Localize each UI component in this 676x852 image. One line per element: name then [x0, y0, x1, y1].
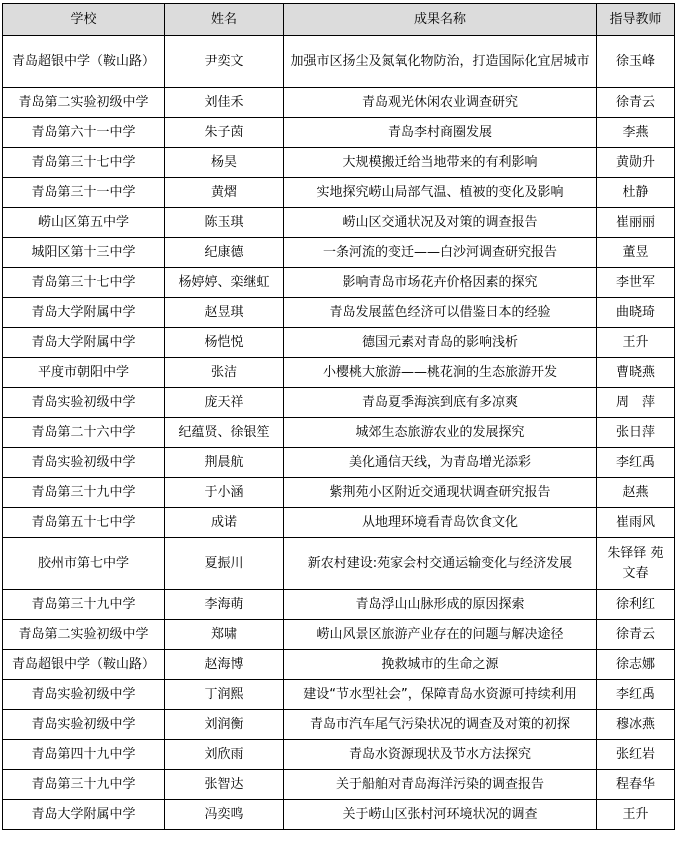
table-row	[3, 538, 675, 590]
cell-name: 黄熠	[165, 178, 284, 208]
cell-school: 青岛实验初级中学	[3, 388, 165, 418]
cell-name: 陈玉琪	[165, 208, 284, 238]
cell-name: 丁润熙	[165, 680, 284, 710]
cell-name: 赵昱琪	[165, 298, 284, 328]
cell-title: 德国元素对青岛的影响浅析	[284, 328, 597, 358]
cell-title: 一条河流的变迁——白沙河调查研究报告	[284, 238, 597, 268]
table-row	[3, 268, 675, 298]
cell-teacher: 王升	[597, 328, 675, 358]
cell-teacher: 曲晓琦	[597, 298, 675, 328]
cell-teacher: 崔雨风	[597, 508, 675, 538]
cell-title: 青岛水资源现状及节水方法探究	[284, 740, 597, 770]
table-body	[3, 36, 675, 830]
cell-teacher: 赵燕	[597, 478, 675, 508]
cell-title: 青岛李村商圈发展	[284, 118, 597, 148]
cell-title: 青岛观光休闲农业调查研究	[284, 88, 597, 118]
header-title: 成果名称	[284, 4, 597, 36]
header-school: 学校	[3, 4, 165, 36]
table-row	[3, 36, 675, 88]
cell-name: 尹奕文	[165, 36, 284, 88]
cell-school: 青岛第五十七中学	[3, 508, 165, 538]
cell-teacher: 李红禹	[597, 680, 675, 710]
cell-teacher: 董昱	[597, 238, 675, 268]
cell-school: 青岛实验初级中学	[3, 680, 165, 710]
cell-name: 李海萌	[165, 590, 284, 620]
table-row	[3, 238, 675, 268]
cell-title: 紫荆苑小区附近交通现状调查研究报告	[284, 478, 597, 508]
table-row	[3, 680, 675, 710]
cell-title: 大规模搬迁给当地带来的有利影响	[284, 148, 597, 178]
cell-school: 青岛实验初级中学	[3, 710, 165, 740]
cell-school: 青岛第二十六中学	[3, 418, 165, 448]
header-row	[3, 4, 675, 36]
cell-teacher: 徐青云	[597, 88, 675, 118]
cell-teacher: 徐青云	[597, 620, 675, 650]
table-row	[3, 328, 675, 358]
cell-name: 于小涵	[165, 478, 284, 508]
table-row	[3, 118, 675, 148]
cell-title: 加强市区扬尘及氮氧化物防治，打造国际化宜居城市	[284, 36, 597, 88]
cell-name: 纪蕴贤、徐银笙	[165, 418, 284, 448]
table-row	[3, 650, 675, 680]
cell-name: 朱子茵	[165, 118, 284, 148]
table-row	[3, 418, 675, 448]
cell-title: 小樱桃大旅游——桃花涧的生态旅游开发	[284, 358, 597, 388]
table-row	[3, 508, 675, 538]
cell-title: 青岛夏季海滨到底有多凉爽	[284, 388, 597, 418]
cell-title: 从地理环境看青岛饮食文化	[284, 508, 597, 538]
cell-teacher: 穆冰燕	[597, 710, 675, 740]
cell-name: 夏振川	[165, 538, 284, 590]
table-row	[3, 740, 675, 770]
cell-teacher: 李燕	[597, 118, 675, 148]
awards-table	[2, 3, 675, 830]
cell-name: 庞天祥	[165, 388, 284, 418]
header-name: 姓名	[165, 4, 284, 36]
table-row	[3, 478, 675, 508]
cell-teacher: 曹晓燕	[597, 358, 675, 388]
table-row	[3, 800, 675, 830]
cell-title: 实地探究崂山局部气温、植被的变化及影响	[284, 178, 597, 208]
cell-name: 赵海博	[165, 650, 284, 680]
cell-name: 杨婷婷、栾继虹	[165, 268, 284, 298]
cell-title: 关于崂山区张村河环境状况的调查	[284, 800, 597, 830]
table-row	[3, 208, 675, 238]
cell-name: 杨昊	[165, 148, 284, 178]
cell-school: 青岛大学附属中学	[3, 800, 165, 830]
cell-school: 城阳区第十三中学	[3, 238, 165, 268]
cell-school: 青岛第二实验初级中学	[3, 88, 165, 118]
cell-title: 青岛浮山山脉形成的原因探索	[284, 590, 597, 620]
cell-name: 成诺	[165, 508, 284, 538]
cell-teacher: 程春华	[597, 770, 675, 800]
cell-name: 杨恺悦	[165, 328, 284, 358]
cell-name: 张智达	[165, 770, 284, 800]
cell-title: 挽救城市的生命之源	[284, 650, 597, 680]
cell-teacher: 徐玉峰	[597, 36, 675, 88]
cell-title: 青岛发展蓝色经济可以借鉴日本的经验	[284, 298, 597, 328]
cell-name: 郑啸	[165, 620, 284, 650]
header-teacher: 指导教师	[597, 4, 675, 36]
cell-title: 美化通信天线，为青岛增光添彩	[284, 448, 597, 478]
cell-title: 关于船舶对青岛海洋污染的调查报告	[284, 770, 597, 800]
cell-teacher: 李红禹	[597, 448, 675, 478]
cell-title: 影响青岛市场花卉价格因素的探究	[284, 268, 597, 298]
table-row	[3, 448, 675, 478]
cell-school: 胶州市第七中学	[3, 538, 165, 590]
cell-teacher: 崔丽丽	[597, 208, 675, 238]
cell-school: 崂山区第五中学	[3, 208, 165, 238]
cell-school: 青岛第三十一中学	[3, 178, 165, 208]
cell-school: 青岛第四十九中学	[3, 740, 165, 770]
cell-teacher: 李世军	[597, 268, 675, 298]
cell-name: 张洁	[165, 358, 284, 388]
table-row	[3, 298, 675, 328]
cell-name: 冯奕鸣	[165, 800, 284, 830]
cell-title: 崂山区交通状况及对策的调查报告	[284, 208, 597, 238]
table-row	[3, 178, 675, 208]
table-row	[3, 388, 675, 418]
table-row	[3, 710, 675, 740]
cell-school: 青岛超银中学（鞍山路）	[3, 36, 165, 88]
cell-school: 青岛大学附属中学	[3, 298, 165, 328]
cell-teacher: 王升	[597, 800, 675, 830]
cell-title: 新农村建设:苑家会村交通运输变化与经济发展	[284, 538, 597, 590]
cell-school: 青岛第三十七中学	[3, 268, 165, 298]
cell-school: 青岛第三十九中学	[3, 590, 165, 620]
cell-school: 青岛大学附属中学	[3, 328, 165, 358]
cell-teacher: 周 萍	[597, 388, 675, 418]
cell-name: 刘欣雨	[165, 740, 284, 770]
cell-school: 青岛超银中学（鞍山路）	[3, 650, 165, 680]
table-row	[3, 148, 675, 178]
cell-school: 青岛第二实验初级中学	[3, 620, 165, 650]
table-row	[3, 88, 675, 118]
cell-teacher: 徐志娜	[597, 650, 675, 680]
cell-title: 城郊生态旅游农业的发展探究	[284, 418, 597, 448]
cell-school: 青岛第三十七中学	[3, 148, 165, 178]
cell-school: 平度市朝阳中学	[3, 358, 165, 388]
cell-title: 青岛市汽车尾气污染状况的调查及对策的初探	[284, 710, 597, 740]
cell-teacher: 张日萍	[597, 418, 675, 448]
table-header	[3, 4, 675, 36]
cell-teacher: 张红岩	[597, 740, 675, 770]
cell-school: 青岛第三十九中学	[3, 478, 165, 508]
table-row	[3, 620, 675, 650]
cell-name: 荆晨航	[165, 448, 284, 478]
table-row	[3, 590, 675, 620]
cell-name: 纪康德	[165, 238, 284, 268]
cell-title: 建设“节水型社会”，保障青岛水资源可持续利用	[284, 680, 597, 710]
cell-title: 崂山风景区旅游产业存在的问题与解决途径	[284, 620, 597, 650]
cell-teacher: 杜静	[597, 178, 675, 208]
cell-teacher: 徐利红	[597, 590, 675, 620]
cell-name: 刘佳禾	[165, 88, 284, 118]
cell-teacher: 朱铎铎 苑文春	[597, 538, 675, 590]
cell-name: 刘润衡	[165, 710, 284, 740]
table-row	[3, 358, 675, 388]
cell-school: 青岛实验初级中学	[3, 448, 165, 478]
table-row	[3, 770, 675, 800]
cell-teacher: 黄勋升	[597, 148, 675, 178]
cell-school: 青岛第六十一中学	[3, 118, 165, 148]
cell-school: 青岛第三十九中学	[3, 770, 165, 800]
